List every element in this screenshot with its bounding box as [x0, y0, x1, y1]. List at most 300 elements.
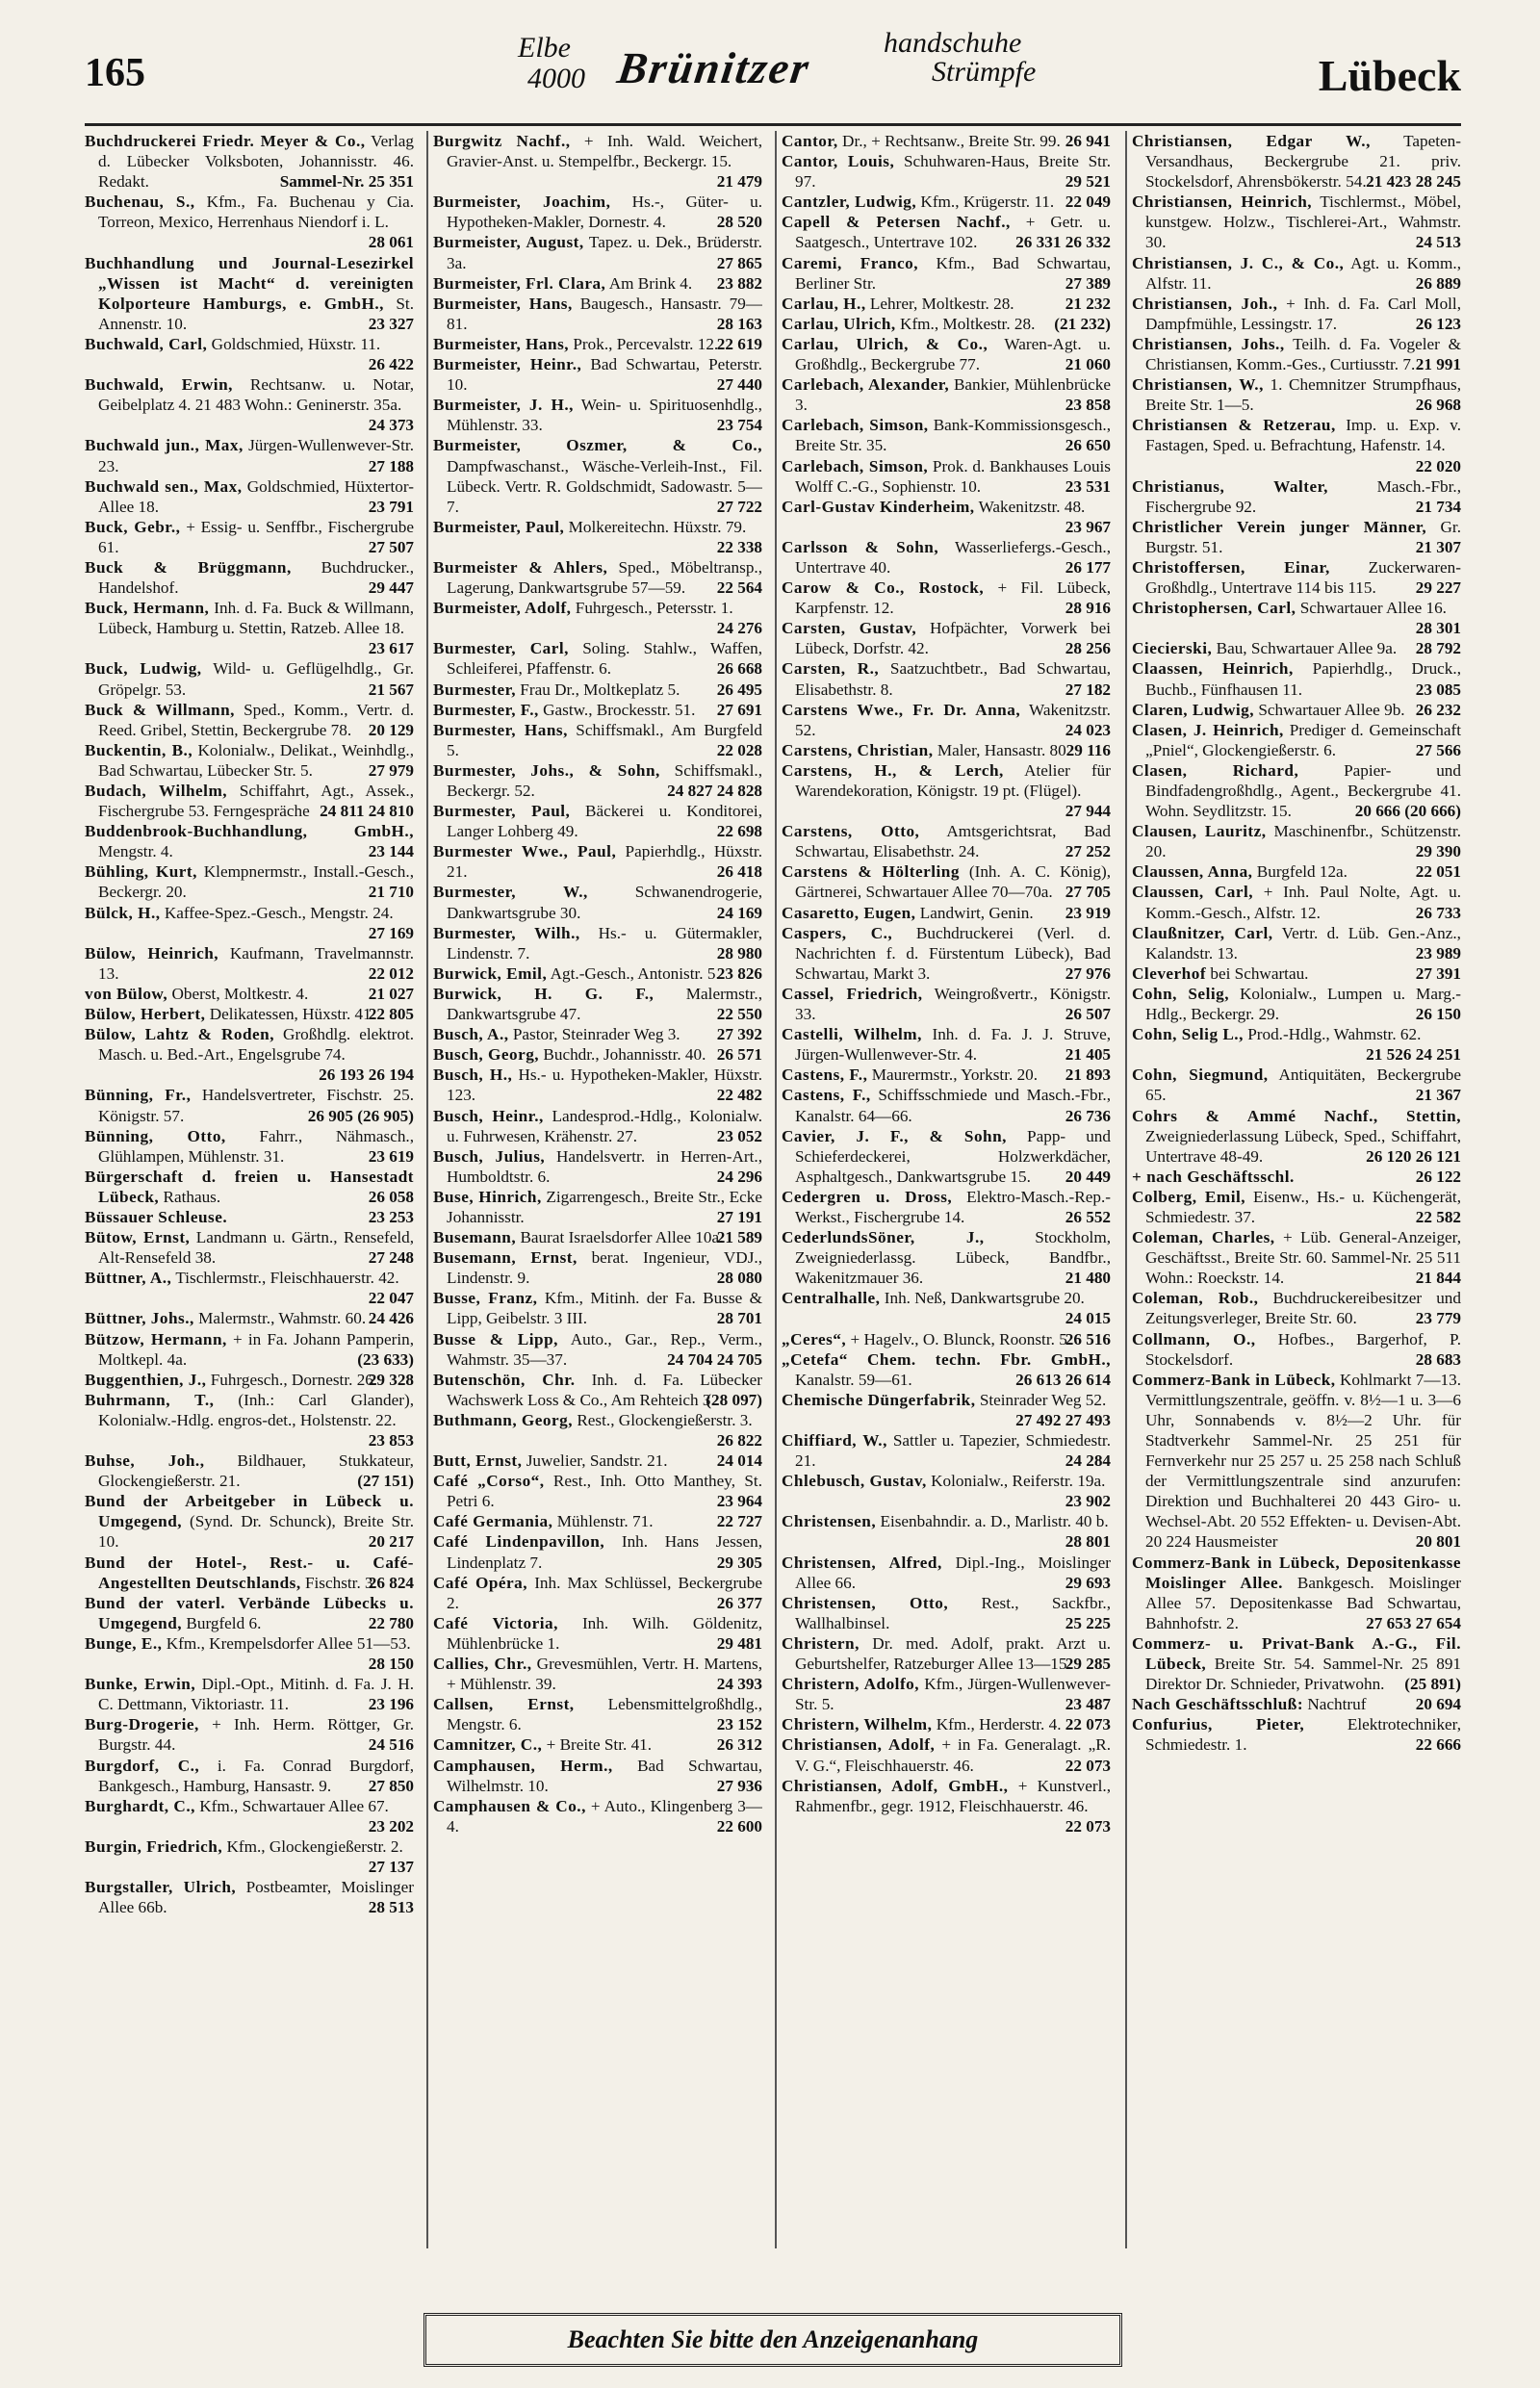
entry-details: Breite Str. 54. Sammel-Nr. 25 891 Direktor Dr. Schnieder, Privatwohn.: [1145, 1655, 1461, 1694]
brand-left: [518, 33, 585, 94]
entry-details: Maurermstr., Yorkstr. 20.: [871, 1066, 1039, 1085]
directory-entry: [1132, 334, 1461, 374]
phone-number: 26 377: [716, 1593, 762, 1612]
phone-number: 26 058: [368, 1187, 414, 1206]
directory-entry: [433, 273, 762, 294]
entry-name: Buck & Willmann,: [85, 700, 235, 719]
entry-name: Bund der Arbeitgeber in Lübeck u. Umgegend,: [85, 1492, 414, 1531]
directory-entry: [782, 923, 1111, 984]
brand-right-line-1: handschuhe: [884, 27, 1022, 59]
phone-number: 21 567: [368, 680, 414, 699]
entry-name: Ciecierski,: [1132, 639, 1213, 658]
phone-number: 21 589: [716, 1228, 762, 1247]
phone-number: 26 418: [716, 862, 762, 882]
directory-entry: [782, 1227, 1111, 1288]
phone-number: 22 049: [1065, 193, 1111, 212]
entry-name: Bütow, Ernst,: [85, 1228, 191, 1247]
directory-entry: [433, 1451, 762, 1471]
phone-number: 26 232: [1415, 700, 1461, 719]
directory-entry: [433, 131, 762, 192]
phone-number: 22 619: [716, 334, 762, 353]
directory-entry: [1132, 1106, 1461, 1167]
phone-number: 23 826: [716, 963, 762, 983]
directory-entry: [1132, 1024, 1461, 1065]
entry-name: Burmester, Wilh.,: [433, 923, 580, 942]
directory-entry: [782, 1471, 1111, 1511]
entry-details: Bankier, Mühlenbrücke 3.: [795, 375, 1111, 415]
phone-number: 21 405: [1065, 1045, 1111, 1065]
phone-number: 21 480: [1065, 1269, 1111, 1288]
phone-number: 27 507: [368, 537, 414, 556]
entry-details: Kfm., Fa. Buchenau y Cia. Torreon, Mexico, Herrenhaus Niendorf i. L.: [98, 193, 414, 232]
entry-details: Buchdruckereibesitzer und Zeitungsverleger, Breite Str. 60.: [1145, 1289, 1461, 1328]
directory-entry: [85, 781, 414, 821]
entry-details: Papier- und Bindfadengroßhdlg., Agent., Beckergrube 41. Wohn. Seydlitzstr. 15.: [1145, 760, 1461, 821]
phone-number: 29 447: [368, 578, 414, 598]
phone-number: 23 144: [368, 842, 414, 861]
directory-entry: [85, 1593, 414, 1633]
phone-number: 22 012: [368, 963, 414, 983]
phone-number: Sammel-Nr. 25 351: [279, 172, 414, 192]
entry-details: Prok. d. Bankhauses Louis Wolff C.-G., Sophienstr. 10.: [795, 456, 1111, 496]
entry-name: Bunge, E.,: [85, 1633, 163, 1653]
phone-number: 26 120 26 121: [1366, 1146, 1461, 1166]
entry-name: Carow & Co., Rostock,: [782, 578, 985, 598]
directory-entry: [85, 1329, 414, 1370]
city-heading: Lübeck: [1318, 51, 1461, 100]
directory-entry: [433, 801, 762, 841]
entry-name: Chlebusch, Gustav,: [782, 1472, 927, 1491]
phone-number: 24 014: [716, 1451, 762, 1471]
entry-details: Landmann u. Gärtn., Rensefeld, Alt-Rensefeld 38.: [98, 1228, 414, 1268]
phone-number: 21 479: [716, 172, 762, 192]
phone-number: 28 801: [1065, 1532, 1111, 1552]
phone-number: 21 991: [1415, 355, 1461, 374]
directory-entry: [433, 192, 762, 232]
phone-number: 28 513: [368, 1898, 414, 1917]
directory-entry: [85, 192, 414, 252]
entry-details: Wakenitzstr. 52.: [795, 700, 1111, 739]
directory-entry: [782, 1511, 1111, 1552]
directory-entry: [433, 517, 762, 557]
entry-details: Amtsgerichtsrat, Bad Schwartau, Elisabethstr. 24.: [795, 822, 1111, 861]
entry-details: Zweigniederlassung Lübeck, Sped., Schiffahrt, Untertrave 48-49.: [1145, 1126, 1461, 1166]
entry-details: Tapez. u. Dek., Brüderstr. 3a.: [447, 233, 762, 272]
directory-columns: [85, 131, 1461, 2248]
phone-number: 22 338: [716, 537, 762, 556]
entry-name: Christiansen, Joh.,: [1132, 294, 1278, 313]
phone-number: 29 116: [1065, 740, 1111, 759]
directory-entry: [85, 334, 414, 374]
entry-name: Buchwald, Erwin,: [85, 375, 233, 395]
entry-name: Claassen, Heinrich,: [1132, 659, 1294, 679]
entry-name: Burmester, Paul,: [433, 802, 571, 821]
entry-name: Burmeister, Hans,: [433, 334, 570, 353]
phone-number: 24 393: [716, 1675, 762, 1694]
entry-name: Confurius, Pieter,: [1132, 1715, 1305, 1734]
directory-entry: [85, 1674, 414, 1714]
entry-name: Burghardt, C.,: [85, 1796, 195, 1815]
entry-name: Cohn, Selig L.,: [1132, 1025, 1244, 1044]
entry-name: Bülow, Herbert,: [85, 1005, 206, 1024]
directory-entry: [1132, 1065, 1461, 1105]
directory-entry: [1132, 700, 1461, 720]
entry-name: Coleman, Charles,: [1132, 1228, 1275, 1247]
directory-entry: [85, 598, 414, 658]
directory-entry: [433, 354, 762, 395]
entry-details: + Hagelv., O. Blunck, Roonstr. 5.: [850, 1329, 1072, 1348]
entry-name: Büttner, A.,: [85, 1269, 172, 1288]
entry-name: Carlau, Ulrich, & Co.,: [782, 334, 988, 353]
entry-name: Christlicher Verein junger Männer,: [1132, 517, 1427, 536]
directory-entry: [85, 903, 414, 943]
phone-number: 24 276: [716, 619, 762, 638]
entry-name: Callsen, Ernst,: [433, 1695, 575, 1714]
directory-entry: [85, 1085, 414, 1125]
directory-entry: [433, 1329, 762, 1370]
directory-entry: [433, 1247, 762, 1288]
entry-name: Clasen, J. Heinrich,: [1132, 720, 1284, 739]
entry-name: Busch, Georg,: [433, 1045, 540, 1065]
entry-details: + Fil. Lübeck, Karpfenstr. 12.: [795, 578, 1111, 618]
directory-entry: [85, 374, 414, 435]
directory-entry: [782, 760, 1111, 821]
directory-entry: [1132, 658, 1461, 699]
phone-number: 22 051: [1415, 862, 1461, 882]
directory-entry: [85, 253, 414, 334]
entry-details: Molkereitechn. Hüxstr. 79.: [568, 517, 747, 536]
entry-details: Hs.-, Güter- u. Hypotheken-Makler, Dornestr. 4.: [447, 193, 762, 232]
directory-entry: [782, 861, 1111, 902]
phone-number: 29 328: [368, 1370, 414, 1389]
phone-number: 21 027: [368, 984, 414, 1003]
directory-entry: [85, 1308, 414, 1328]
phone-number: 24 296: [716, 1167, 762, 1186]
brand-right: [884, 29, 1036, 87]
entry-details: Frau Dr., Moltkeplatz 5.: [520, 680, 680, 699]
directory-entry: [782, 1553, 1111, 1593]
phone-number: 22 482: [716, 1086, 762, 1105]
phone-number: 21 710: [368, 883, 414, 902]
directory-entry: [1132, 720, 1461, 760]
entry-name: CederlundsSöner, J.,: [782, 1228, 985, 1247]
entry-name: Büssauer Schleuse.: [85, 1207, 228, 1226]
entry-details: Wasserliefergs.-Gesch., Untertrave 40.: [795, 537, 1111, 577]
phone-number: 24 827 24 828: [667, 782, 762, 800]
entry-details: Inh. d. Fa. J. J. Struve, Jürgen-Wullenwever-Str. 4.: [795, 1025, 1111, 1065]
entry-details: (Synd. Dr. Schunck), Breite Str. 10.: [98, 1512, 414, 1552]
phone-number: 26 193 26 194: [319, 1066, 414, 1085]
directory-entry: [85, 1553, 414, 1593]
directory-entry: [1132, 1553, 1461, 1633]
entry-details: Vertr. d. Lüb. Gen.-Anz., Kalandstr. 13.: [1145, 923, 1461, 963]
directory-entry: [1132, 598, 1461, 638]
phone-number: 27 691: [716, 700, 762, 719]
directory-entry: [433, 1410, 762, 1451]
phone-number: 21 734: [1415, 497, 1461, 516]
entry-details: Agt.-Gesch., Antonistr. 5.: [550, 963, 720, 983]
phone-number: 26 736: [1065, 1106, 1111, 1125]
entry-name: Claussen, Carl,: [1132, 883, 1254, 902]
entry-details: Lebensmittelgroßhdlg., Mengstr. 6.: [447, 1695, 762, 1734]
entry-name: Casaretto, Eugen,: [782, 903, 916, 922]
entry-name: Busse & Lipp,: [433, 1329, 558, 1348]
directory-entry: [1132, 557, 1461, 598]
phone-number: 29 693: [1065, 1573, 1111, 1592]
phone-number: 22 550: [716, 1005, 762, 1024]
directory-entry: [782, 497, 1111, 537]
entry-details: Schiffsmakl., Am Burgfeld 5.: [447, 720, 762, 759]
entry-details: Kfm., Krügerstr. 11.: [920, 193, 1055, 212]
phone-number: 20 129: [368, 720, 414, 739]
entry-name: Centralhalle,: [782, 1289, 881, 1308]
entry-name: Burmeister, Paul,: [433, 517, 565, 536]
directory-entry: [433, 1227, 762, 1247]
page-number: 165: [85, 51, 145, 95]
column-1: [85, 131, 414, 2248]
phone-number: 26 889: [1415, 273, 1461, 293]
entry-details: Jürgen-Wullenwever-Str. 23.: [98, 436, 414, 475]
entry-name: Cassel, Friedrich,: [782, 984, 923, 1003]
entry-details: Hs.- u. Hypotheken-Makler, Hüxstr. 123.: [447, 1066, 762, 1105]
entry-name: Carlebach, Simson,: [782, 456, 929, 475]
entry-details: Baugesch., Hansastr. 79—81.: [447, 294, 762, 333]
entry-name: Christensen, Otto,: [782, 1593, 949, 1612]
phone-number: 26 650: [1065, 436, 1111, 455]
entry-name: Buthmann, Georg,: [433, 1410, 574, 1429]
entry-name: Café Opéra,: [433, 1573, 528, 1592]
entry-name: Christiansen, J. C., & Co.,: [1132, 253, 1345, 272]
entry-name: Cantor,: [782, 132, 838, 150]
footer-box: [424, 2313, 1122, 2367]
entry-name: Caspers, C.,: [782, 923, 893, 942]
directory-entry: [85, 1227, 414, 1268]
phone-number: 23 487: [1065, 1695, 1111, 1714]
entry-name: Busch, Heinr.,: [433, 1106, 544, 1125]
phone-number: (21 232): [1054, 314, 1111, 333]
entry-name: Camnitzer, C.,: [433, 1735, 543, 1755]
entry-name: „Cetefa“ Chem. techn. Fbr. GmbH.,: [782, 1349, 1111, 1369]
entry-details: Kolonialw., Delikat., Weinhdlg., Bad Schwartau, Lübecker Str. 5.: [98, 740, 414, 780]
directory-entry: [85, 943, 414, 984]
phone-number: 29 305: [716, 1553, 762, 1572]
directory-entry: [85, 1633, 414, 1674]
entry-details: Klempnermstr., Install.-Gesch., Beckergr. 20.: [98, 862, 414, 902]
directory-entry: [782, 984, 1111, 1024]
entry-details: + Lüb. General-Anzeiger, Geschäftsst., Breite Str. 60. Sammel-Nr. 25 511 Wohn.: Roeckstr. 14.: [1145, 1228, 1461, 1288]
entry-name: Buchwald sen., Max,: [85, 476, 243, 496]
phone-number: 23 964: [716, 1492, 762, 1511]
directory-entry: [782, 1633, 1111, 1674]
entry-name: Cohn, Siegmund,: [1132, 1066, 1269, 1085]
phone-number: 26 733: [1415, 903, 1461, 922]
entry-name: Cleverhof: [1132, 963, 1207, 983]
phone-number: 23 989: [1415, 943, 1461, 963]
directory-entry: [433, 1187, 762, 1227]
page-header: [85, 29, 1461, 106]
directory-entry: [1132, 131, 1461, 192]
entry-name: Callies, Chr.,: [433, 1655, 532, 1674]
directory-entry: [782, 1349, 1111, 1390]
directory-entry: [782, 1329, 1111, 1349]
phone-number: 20 449: [1065, 1167, 1111, 1186]
entry-details: Goldschmied, Hüxstr. 11.: [211, 334, 381, 353]
entry-details: Delikatessen, Hüxstr. 41.: [209, 1005, 376, 1024]
entry-name: Busemann, Ernst,: [433, 1248, 578, 1268]
entry-details: Kolonialw., Lumpen u. Marg.-Hdlg., Beckergr. 29.: [1145, 984, 1461, 1024]
entry-details: Papp- und Schieferdeckerei, Holzwerkdächer, Asphaltgesch., Dankwartsgrube 15.: [795, 1126, 1111, 1186]
directory-entry: [433, 232, 762, 272]
phone-number: 28 701: [716, 1309, 762, 1328]
directory-entry: [433, 598, 762, 638]
entry-details: + Inh. Wald. Weichert, Gravier-Anst. u. Stempelfbr., Beckergr. 15.: [447, 132, 762, 171]
directory-entry: [1132, 294, 1461, 334]
directory-entry: [433, 882, 762, 922]
phone-number: 26 822: [716, 1431, 762, 1450]
phone-number: 24 023: [1065, 720, 1111, 739]
entry-name: Café Lindenpavillon,: [433, 1532, 605, 1552]
entry-name: Colberg, Emil,: [1132, 1187, 1246, 1206]
directory-entry: [782, 1288, 1111, 1328]
entry-details: Bildhauer, Stukkateur, Glockengießerstr. 21.: [98, 1451, 414, 1491]
entry-details: Oberst, Moltkestr. 4.: [171, 984, 309, 1003]
entry-details: Kfm., Krempelsdorfer Allee 51—53.: [166, 1633, 411, 1653]
entry-details: 1. Chemnitzer Strumpfhaus, Breite Str. 1—5.: [1145, 375, 1461, 415]
directory-entry: [1132, 1633, 1461, 1694]
entry-details: Inh. Max Schlüssel, Beckergrube 2.: [447, 1573, 762, 1612]
entry-details: Kfm., Moltkestr. 28.: [900, 314, 1036, 333]
directory-entry: [433, 1756, 762, 1796]
phone-number: 23 253: [368, 1207, 414, 1226]
directory-entry: [782, 192, 1111, 212]
directory-entry: [782, 658, 1111, 699]
entry-details: Kohlmarkt 7—13. Vermittlungszentrale, geöffn. v. 8½—1 u. 3—6 Uhr, Sonnabends v. 8½—2 Uhr. für Stadtverkehr Sammel-Nr. 25 251 für Fernverkehr nur 25 257 u. 25 258 nach Schluß der Vermittlungszentrale sind anzurufen: Direktion und Buchhalterei 20 443 Giro- u. Wechsel-Abt. 20 552 Effekten- u. Devisen-Abt. 20 224 Hausmeister: [1145, 1370, 1461, 1552]
phone-number: 22 073: [1065, 1756, 1111, 1775]
entry-name: Bützow, Hermann,: [85, 1329, 227, 1348]
phone-number: 21 307: [1415, 537, 1461, 556]
entry-details: + Essig- u. Senffbr., Fischergrube 61.: [98, 517, 414, 556]
entry-name: Carstens Wwe., Fr. Dr. Anna,: [782, 700, 1021, 719]
directory-entry: [433, 720, 762, 760]
entry-name: Carl-Gustav Kinderheim,: [782, 497, 975, 516]
phone-number: 23 619: [368, 1146, 414, 1166]
entry-name: Burmeister & Ahlers,: [433, 557, 608, 577]
entry-name: Carlebach, Alexander,: [782, 375, 950, 395]
entry-details: Hs.- u. Gütermakler, Lindenstr. 7.: [447, 923, 762, 963]
entry-name: Buchwald jun., Max,: [85, 436, 244, 455]
entry-name: Cantor, Louis,: [782, 152, 895, 171]
entry-details: Sattler u. Tapezier, Schmiedestr. 21.: [795, 1431, 1111, 1471]
entry-details: + Kunstverl., Rahmenfbr., gegr. 1912, Fleischhauerstr. 46.: [795, 1776, 1111, 1815]
entry-details: Buchdr., Johannisstr. 40.: [543, 1045, 706, 1065]
directory-entry: [85, 1714, 414, 1755]
phone-number: 27 979: [368, 760, 414, 780]
phone-number: 20 694: [1415, 1695, 1461, 1714]
directory-entry: [782, 415, 1111, 455]
entry-details: Atelier für Warendekoration, Königstr. 19 pt. (Flügel).: [795, 760, 1111, 800]
phone-number: (28 097): [706, 1390, 762, 1409]
entry-details: Inh. d. Fa. Buck & Willmann, Lübeck, Hamburg u. Stettin, Ratzeb. Allee 18.: [98, 599, 414, 638]
entry-name: Carlau, H.,: [782, 294, 866, 313]
phone-number: 28 683: [1415, 1349, 1461, 1369]
phone-number: 23 919: [1065, 903, 1111, 922]
entry-name: Butenschön, Chr.: [433, 1370, 576, 1389]
directory-entry: [85, 1370, 414, 1390]
directory-entry: [433, 1694, 762, 1734]
entry-details: Sped., Möbeltransp., Lagerung, Dankwartsgrube 57—59.: [447, 557, 762, 598]
phone-number: 29 390: [1415, 842, 1461, 861]
phone-number: 23 531: [1065, 476, 1111, 496]
brand-left-line-2: 4000: [527, 63, 585, 94]
entry-name: von Bülow,: [85, 984, 168, 1003]
entry-name: Busemann,: [433, 1228, 517, 1247]
entry-name: Carstens, Christian,: [782, 740, 934, 759]
entry-name: Burmester, F.,: [433, 700, 539, 719]
entry-details: Imp. u. Exp. v. Fastagen, Sped. u. Befrachtung, Hafenstr. 14.: [1145, 416, 1461, 455]
phone-number: 26 824: [368, 1573, 414, 1592]
entry-details: Schiffsschmiede und Masch.-Fbr., Kanalstr. 64—66.: [795, 1086, 1111, 1125]
phone-number: 27 392: [716, 1025, 762, 1044]
entry-details: Fuhrgesch., Dornestr. 26.: [210, 1370, 378, 1389]
directory-entry: [85, 1836, 414, 1877]
directory-entry: [1132, 963, 1461, 984]
entry-name: Burmester, Carl,: [433, 639, 569, 658]
entry-details: Postbeamter, Moislinger Allee 66b.: [98, 1878, 414, 1917]
entry-details: Schwanendrogerie, Dankwartsgrube 30.: [447, 883, 762, 922]
phone-number: 23 902: [1065, 1492, 1111, 1511]
entry-details: Hofbes., Bargerhof, P. Stockelsdorf.: [1145, 1329, 1461, 1369]
directory-entry: [782, 1085, 1111, 1125]
entry-details: Malermstr., Dankwartsgrube 47.: [447, 984, 762, 1024]
entry-details: Kfm., Glockengießerstr. 2.: [226, 1836, 403, 1856]
entry-name: Cavier, J. F., & Sohn,: [782, 1126, 1007, 1145]
directory-entry: [85, 1024, 414, 1085]
directory-entry: [782, 1065, 1111, 1085]
directory-entry: [85, 861, 414, 902]
entry-name: Christiansen, Adolf, GmbH.,: [782, 1776, 1009, 1795]
entry-details: Burgfeld 6.: [186, 1613, 262, 1632]
phone-number: 22 600: [716, 1816, 762, 1836]
phone-number: 20 217: [368, 1532, 414, 1552]
entry-name: Burgwitz Nachf.,: [433, 132, 571, 150]
entry-name: Christiansen & Retzerau,: [1132, 416, 1336, 435]
entry-name: Busch, Julius,: [433, 1146, 546, 1166]
directory-entry: [782, 1776, 1111, 1836]
phone-number: 26 941: [1065, 132, 1111, 150]
entry-details: Bank-Kommissionsgesch., Breite Str. 35.: [795, 416, 1111, 455]
entry-name: Cohrs & Ammé Nachf., Stettin,: [1132, 1106, 1461, 1125]
phone-number: 20 801: [1415, 1532, 1461, 1552]
phone-number: 26 177: [1065, 557, 1111, 577]
entry-name: Carstens, Otto,: [782, 822, 920, 841]
entry-details: (Inh.: Carl Glander), Kolonialw.-Hdlg. engros-det., Holstenstr. 22.: [98, 1390, 414, 1429]
directory-entry: [85, 1126, 414, 1167]
directory-entry: [85, 740, 414, 781]
entry-details: Elektro-Masch.-Rep.-Werkst., Fischergrube 14.: [795, 1187, 1111, 1226]
entry-details: Kfm., Mitinh. der Fa. Busse & Lipp, Geibelstr. 3 III.: [447, 1289, 762, 1328]
entry-details: Zuckerwaren-Großhdlg., Untertrave 114 bis 115.: [1145, 557, 1461, 598]
entry-details: Am Brink 4.: [608, 273, 693, 293]
phone-number: 21 526 24 251: [1366, 1045, 1461, 1065]
phone-number: 28 256: [1065, 639, 1111, 658]
directory-entry: [433, 1734, 762, 1755]
entry-details: Lehrer, Moltkestr. 28.: [869, 294, 1014, 313]
entry-details: berat. Ingenieur, VDJ., Lindenstr. 9.: [447, 1248, 762, 1288]
entry-details: Gastw., Brockesstr. 51.: [543, 700, 696, 719]
directory-entry: [433, 680, 762, 700]
phone-number: 24 811 24 810: [320, 802, 414, 821]
phone-number: 24 513: [1415, 233, 1461, 252]
